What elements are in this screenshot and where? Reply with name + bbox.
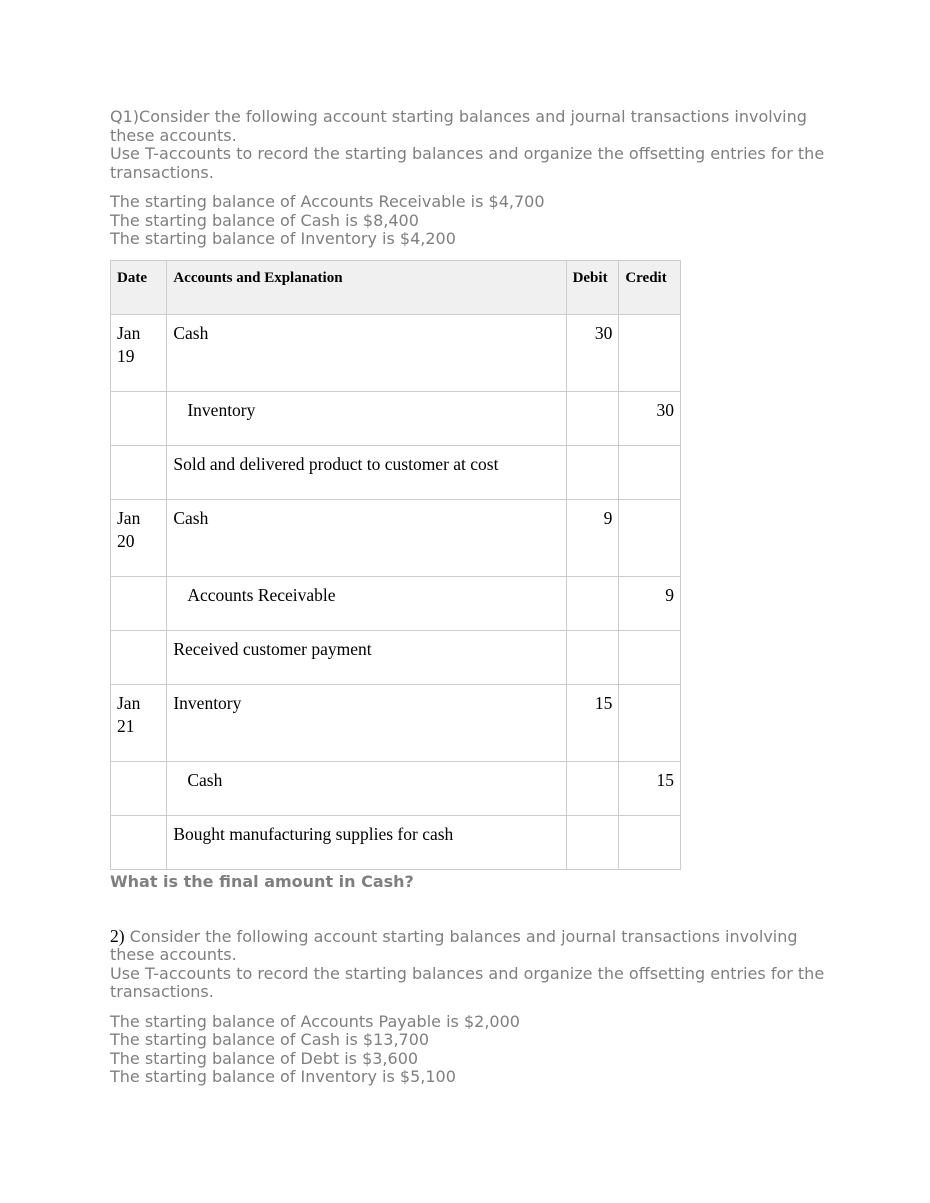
row-date: Jan 20: [111, 499, 167, 576]
row-debit: [566, 445, 619, 499]
table-row: [111, 576, 681, 630]
q1-intro-line2: Use T-accounts to record the starting balances and organize the offsetting entries for the transactions.: [110, 144, 825, 182]
row-debit: [566, 576, 619, 630]
q1-question: What is the final amount in Cash?: [110, 871, 414, 891]
row-date: [111, 630, 167, 684]
q2-intro-text: Consider the following account starting balances and journal transactions involving these accounts.: [110, 926, 798, 964]
q1-intro-line1: Q1)Consider the following account starting balances and journal transactions involving these accounts.: [110, 107, 807, 145]
journal-table: [110, 260, 681, 870]
row-account: Cash: [167, 761, 566, 815]
row-credit: [619, 684, 681, 761]
header-account: Accounts and Explanation: [167, 260, 566, 314]
row-date: [111, 576, 167, 630]
q2-balances: [110, 1013, 830, 1087]
header-credit: Credit: [619, 260, 681, 314]
row-date: Jan 21: [111, 684, 167, 761]
table-row: [111, 445, 681, 499]
q1-intro: [110, 108, 830, 182]
document-page: [110, 108, 830, 1087]
row-credit: [619, 630, 681, 684]
table-row: [111, 630, 681, 684]
row-account: Inventory: [167, 391, 566, 445]
row-credit: [619, 445, 681, 499]
row-debit: [566, 391, 619, 445]
table-row: [111, 499, 681, 576]
table-row: [111, 761, 681, 815]
q2-balance-debt: The starting balance of Debt is $3,600: [110, 1048, 419, 1068]
row-credit: [619, 499, 681, 576]
row-credit: 9: [619, 576, 681, 630]
row-debit: [566, 761, 619, 815]
row-debit: 15: [566, 684, 619, 761]
row-explanation: Bought manufacturing supplies for cash: [167, 815, 566, 869]
row-credit: [619, 314, 681, 391]
q2-balance-ap: The starting balance of Accounts Payable is $2,000: [110, 1011, 520, 1031]
row-debit: 30: [566, 314, 619, 391]
q1-balances: [110, 193, 830, 249]
table-header-row: [111, 260, 681, 314]
q1-balance-ar: The starting balance of Accounts Receivable is $4,700: [110, 192, 545, 211]
q2-balance-cash: The starting balance of Cash is $13,700: [110, 1030, 430, 1049]
row-account: Cash: [167, 499, 566, 576]
q2-intro-line2: Use T-accounts to record the starting balances and organize the offsetting entries for the transactions.: [110, 963, 825, 1001]
row-debit: [566, 630, 619, 684]
row-explanation: Sold and delivered product to customer at cost: [167, 445, 566, 499]
row-date: [111, 815, 167, 869]
row-date: Jan 19: [111, 314, 167, 391]
q2-intro-line1: [110, 927, 830, 965]
row-credit: 15: [619, 761, 681, 815]
header-date: Date: [111, 260, 167, 314]
table-row: [111, 684, 681, 761]
q1-balance-inventory: The starting balance of Inventory is $4,200: [110, 229, 456, 248]
row-account: Inventory: [167, 684, 566, 761]
q1-balance-cash: The starting balance of Cash is $8,400: [110, 210, 419, 230]
row-credit: [619, 815, 681, 869]
row-account: Cash: [167, 314, 566, 391]
row-account: Accounts Receivable: [167, 576, 566, 630]
table-row: [111, 314, 681, 391]
row-explanation: Received customer payment: [167, 630, 566, 684]
row-debit: [566, 815, 619, 869]
q2-balance-inventory: The starting balance of Inventory is $5,100: [110, 1067, 456, 1086]
table-row: [111, 815, 681, 869]
row-credit: 30: [619, 391, 681, 445]
row-debit: 9: [566, 499, 619, 576]
q2-intro: [110, 927, 830, 1002]
row-date: [111, 761, 167, 815]
table-row: [111, 391, 681, 445]
row-date: [111, 391, 167, 445]
q2-number: 2): [110, 925, 125, 946]
header-debit: Debit: [566, 260, 619, 314]
row-date: [111, 445, 167, 499]
